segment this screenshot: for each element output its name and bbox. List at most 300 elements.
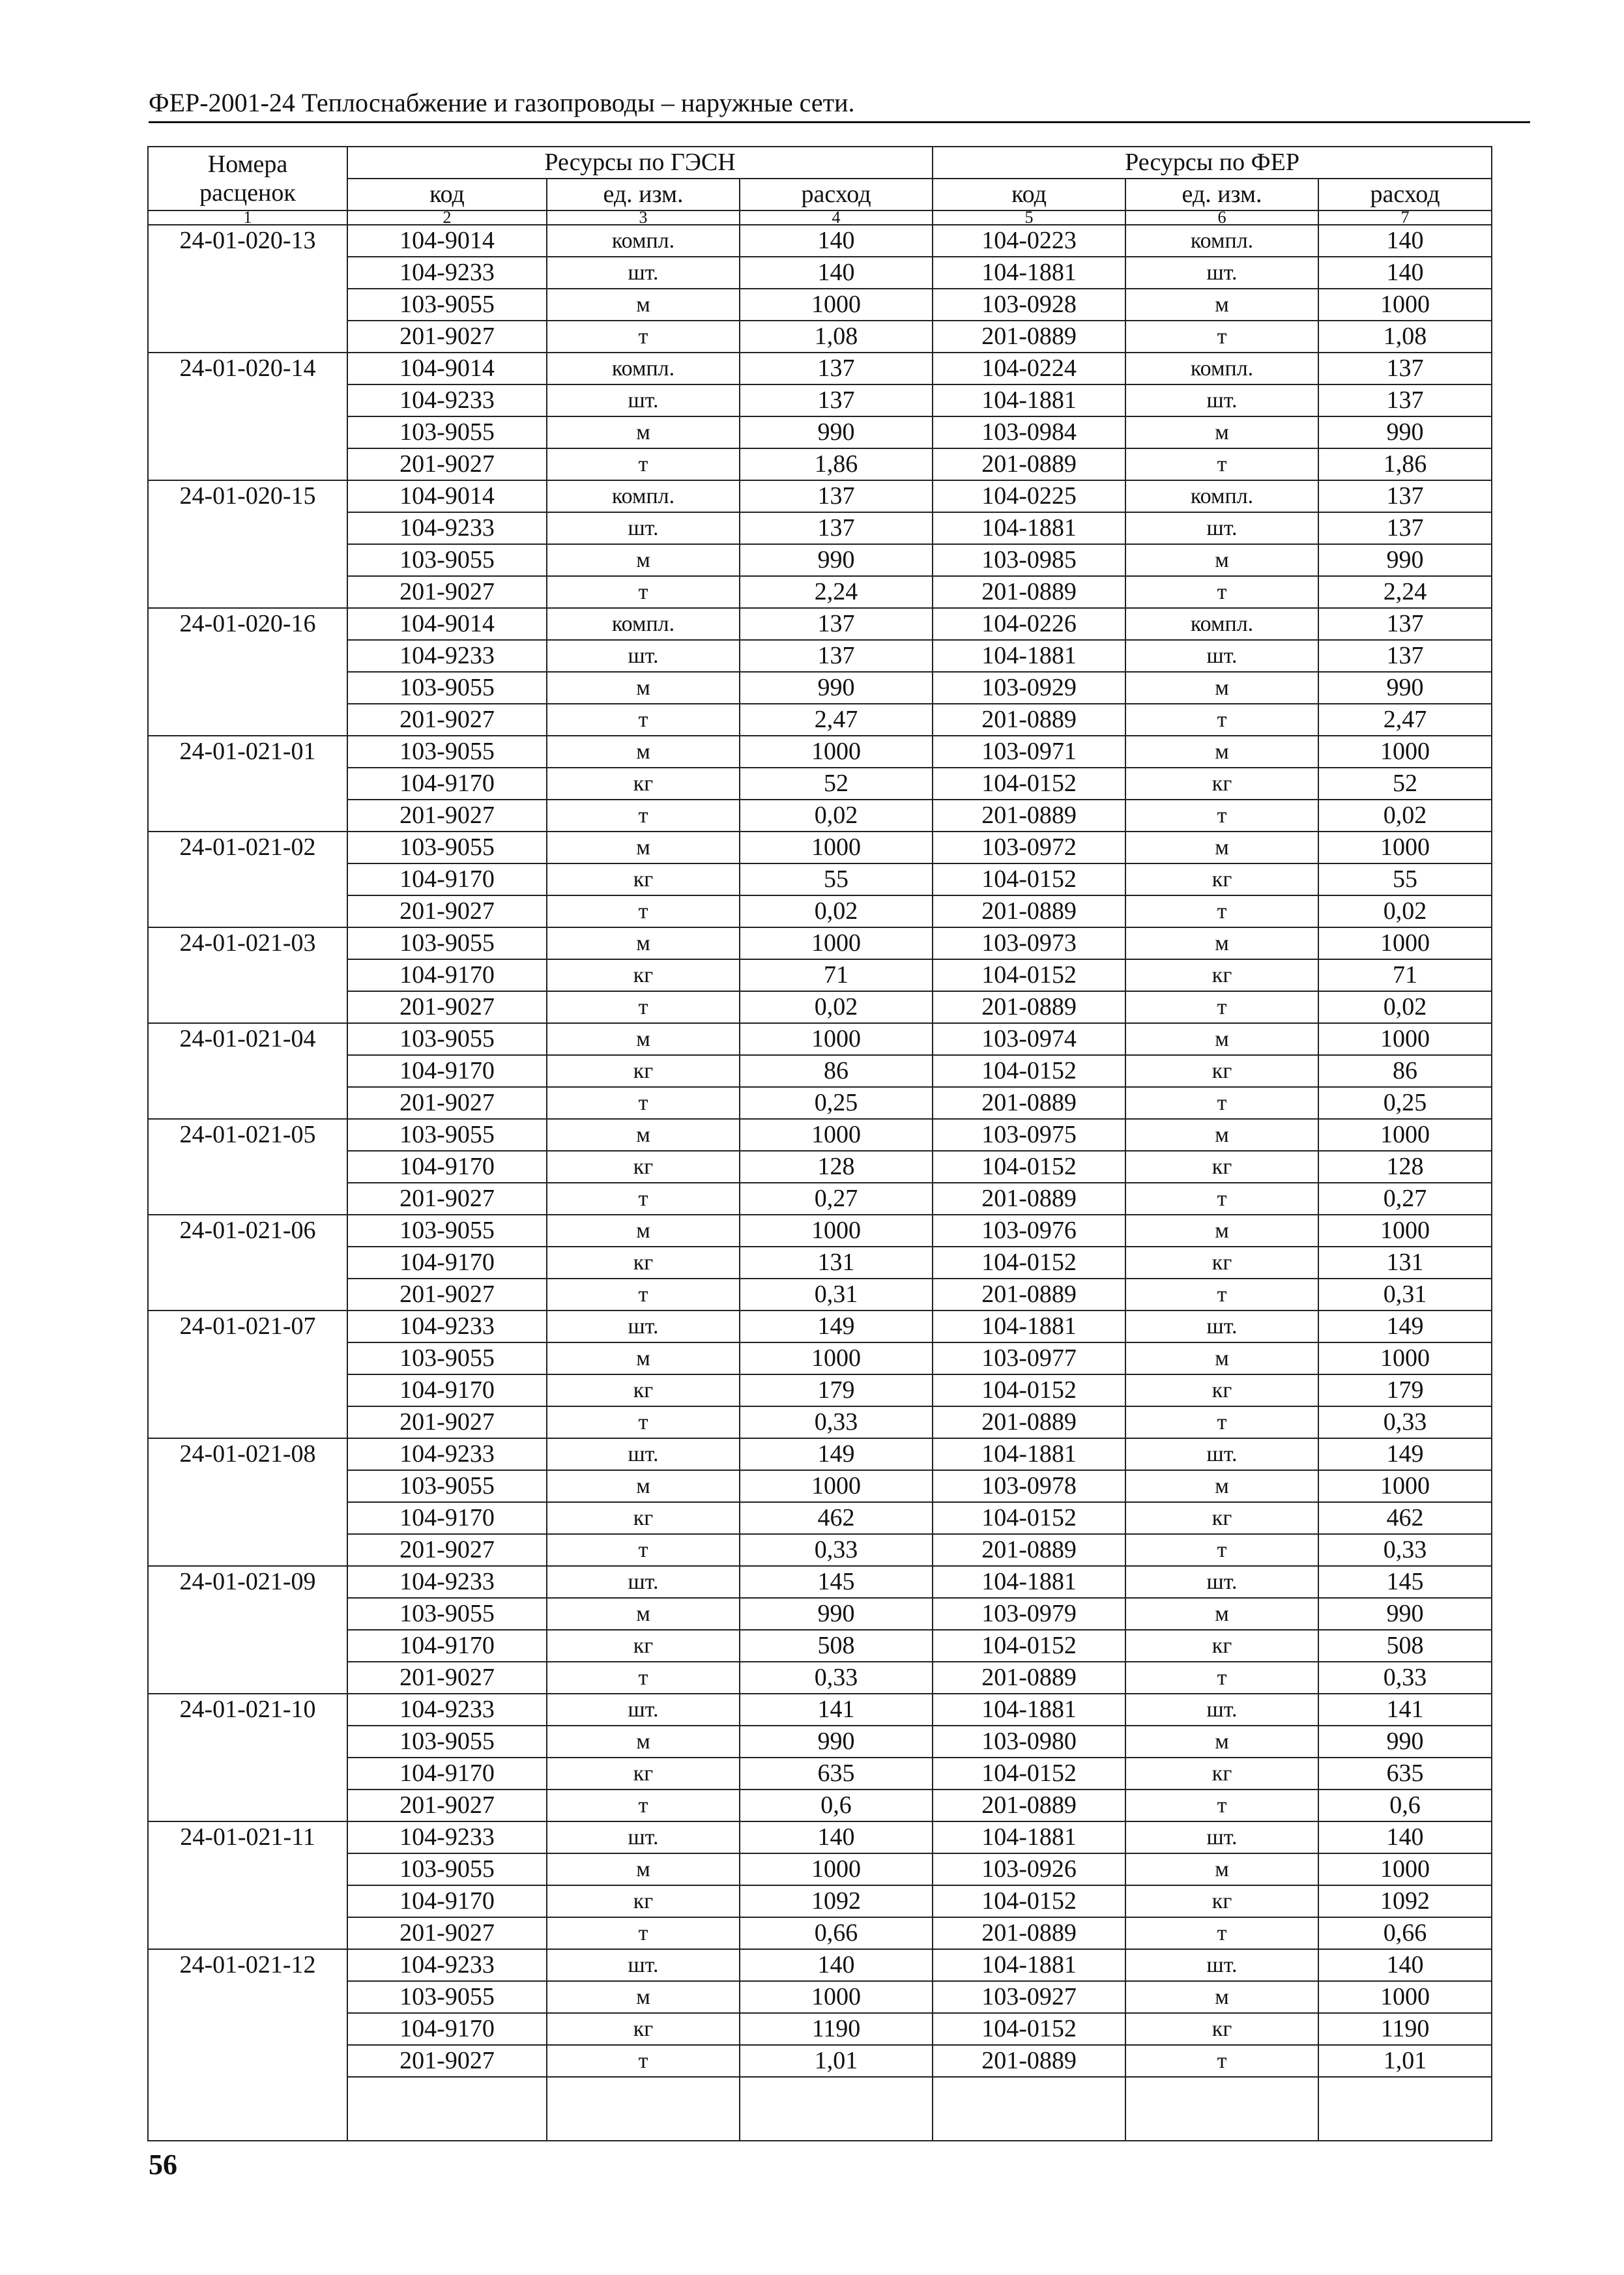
- column-number: 7: [1318, 210, 1492, 225]
- gesn-amount-cell: 990: [740, 544, 933, 576]
- gesn-code-cell: 103-9055: [347, 416, 547, 448]
- table-row: [148, 321, 1492, 353]
- rate-number-cell: 24-01-020-15: [148, 480, 347, 608]
- fer-amount-cell: 2,47: [1318, 704, 1492, 736]
- gesn-unit-cell: м: [547, 1023, 740, 1055]
- gesn-code-cell: 201-9027: [347, 1087, 547, 1119]
- gesn-code-cell: 104-9170: [347, 1502, 547, 1534]
- fer-code-cell: 104-1881: [933, 1949, 1125, 1981]
- gesn-amount-cell: 0,33: [740, 1662, 933, 1694]
- column-number: 4: [740, 210, 933, 225]
- table-row: [148, 225, 1492, 257]
- gesn-amount-cell: 2,47: [740, 704, 933, 736]
- gesn-code-cell: 104-9170: [347, 863, 547, 895]
- fer-amount-cell: 0,66: [1318, 1917, 1492, 1949]
- fer-amount-cell: 71: [1318, 959, 1492, 991]
- rate-numbers-header: [148, 147, 347, 210]
- rate-number-cell: 24-01-021-12: [148, 1949, 347, 2141]
- rate-number-cell: 24-01-020-16: [148, 608, 347, 736]
- gesn-amount-cell: 1000: [740, 927, 933, 959]
- gesn-unit-cell: т: [547, 448, 740, 480]
- gesn-amount-cell: 1000: [740, 832, 933, 863]
- fer-amount-cell: 462: [1318, 1502, 1492, 1534]
- table-row: [148, 1630, 1492, 1662]
- gesn-code-cell: 201-9027: [347, 1534, 547, 1566]
- gesn-amount-cell: 140: [740, 1949, 933, 1981]
- fer-amount-cell: 1000: [1318, 1470, 1492, 1502]
- gesn-code-cell: 103-9055: [347, 1023, 547, 1055]
- gesn-unit-cell: кг: [547, 1758, 740, 1790]
- fer-unit-cell: шт.: [1125, 1821, 1318, 1853]
- fer-amount-cell: 140: [1318, 257, 1492, 289]
- gesn-amount-cell: 1000: [740, 1981, 933, 2013]
- table-row: [148, 1183, 1492, 1215]
- fer-code-cell: 103-0977: [933, 1342, 1125, 1374]
- gesn-code-cell: 201-9027: [347, 1790, 547, 1821]
- fer-code-cell: 104-1881: [933, 1311, 1125, 1342]
- gesn-code-cell: 201-9027: [347, 321, 547, 353]
- table-row: [148, 1853, 1492, 1885]
- fer-amount-cell: 1000: [1318, 832, 1492, 863]
- table-row: [148, 1374, 1492, 1406]
- fer-amount-cell: 0,33: [1318, 1662, 1492, 1694]
- gesn-code-cell: 201-9027: [347, 576, 547, 608]
- gesn-amount-cell: 0,02: [740, 991, 933, 1023]
- gesn-unit-cell: шт.: [547, 1949, 740, 1981]
- table-row: [148, 640, 1492, 672]
- fer-amount-cell: 1000: [1318, 927, 1492, 959]
- fer-code-cell: 104-1881: [933, 257, 1125, 289]
- fer-amount-cell: 0,6: [1318, 1790, 1492, 1821]
- gesn-amount-cell: 179: [740, 1374, 933, 1406]
- fer-code-cell: 104-1881: [933, 640, 1125, 672]
- gesn-code-cell: 201-9027: [347, 991, 547, 1023]
- gesn-code-cell: 104-9014: [347, 608, 547, 640]
- rate-number-cell: 24-01-021-04: [148, 1023, 347, 1119]
- fer-amount-cell: 1000: [1318, 1023, 1492, 1055]
- gesn-code-cell: 104-9170: [347, 768, 547, 800]
- fer-code-cell: 103-0927: [933, 1981, 1125, 2013]
- fer-unit-cell: компл.: [1125, 225, 1318, 257]
- fer-unit-cell: т: [1125, 1087, 1318, 1119]
- gesn-amount-cell: 140: [740, 257, 933, 289]
- gesn-unit-cell: т: [547, 991, 740, 1023]
- gesn-amount-cell: 990: [740, 416, 933, 448]
- fer-code-cell: 103-0971: [933, 736, 1125, 768]
- fer-unit-cell: кг: [1125, 1374, 1318, 1406]
- gesn-unit-cell: т: [547, 1406, 740, 1438]
- fer-amount-cell: 141: [1318, 1694, 1492, 1726]
- table-row: [148, 608, 1492, 640]
- rate-number-cell: 24-01-021-07: [148, 1311, 347, 1438]
- gesn-code-cell: 104-9170: [347, 1374, 547, 1406]
- table-row: [148, 1790, 1492, 1821]
- gesn-amount-cell: 1000: [740, 1023, 933, 1055]
- gesn-unit-cell: компл.: [547, 608, 740, 640]
- fer-code-cell: 104-0224: [933, 353, 1125, 384]
- gesn-amount-cell: 1,01: [740, 2045, 933, 2077]
- fer-code-cell: 104-0225: [933, 480, 1125, 512]
- table-row: [148, 991, 1492, 1023]
- gesn-code-cell: 104-9014: [347, 353, 547, 384]
- gesn-amount-cell: 1000: [740, 1853, 933, 1885]
- table-row: [148, 1023, 1492, 1055]
- fer-code-cell: 104-0152: [933, 1885, 1125, 1917]
- fer-code-cell: 104-1881: [933, 1566, 1125, 1598]
- table-row: [148, 959, 1492, 991]
- rate-number-cell: 24-01-021-01: [148, 736, 347, 832]
- fer-amount-cell: 55: [1318, 863, 1492, 895]
- fer-unit-cell: м: [1125, 1598, 1318, 1630]
- column-number: 2: [347, 210, 547, 225]
- gesn-amount-cell: 71: [740, 959, 933, 991]
- empty-cell: [740, 2077, 933, 2141]
- gesn-amount-cell: 462: [740, 1502, 933, 1534]
- gesn-unit-cell: т: [547, 1917, 740, 1949]
- table-row: [148, 1758, 1492, 1790]
- fer-code-cell: 103-0973: [933, 927, 1125, 959]
- fer-code-cell: 201-0889: [933, 1534, 1125, 1566]
- rate-number-cell: 24-01-021-10: [148, 1694, 347, 1821]
- fer-code-cell: 104-1881: [933, 512, 1125, 544]
- fer-unit-cell: кг: [1125, 959, 1318, 991]
- table-row: [148, 1279, 1492, 1311]
- gesn-unit-cell: т: [547, 1183, 740, 1215]
- fer-amount-cell: 0,02: [1318, 991, 1492, 1023]
- gesn-code-cell: 104-9233: [347, 512, 547, 544]
- table-row: [148, 1406, 1492, 1438]
- gesn-code-cell: 201-9027: [347, 704, 547, 736]
- fer-unit-cell: компл.: [1125, 480, 1318, 512]
- gesn-unit-cell: м: [547, 672, 740, 704]
- table-row: [148, 704, 1492, 736]
- fer-amount-cell: 990: [1318, 544, 1492, 576]
- gesn-resources-header: Ресурсы по ГЭСН: [347, 147, 933, 179]
- table-row: [148, 768, 1492, 800]
- gesn-amount-cell: 635: [740, 1758, 933, 1790]
- gesn-unit-cell: т: [547, 1534, 740, 1566]
- fer-unit-cell: шт.: [1125, 512, 1318, 544]
- fer-unit-cell: т: [1125, 1183, 1318, 1215]
- fer-amount-cell: 137: [1318, 480, 1492, 512]
- fer-unit-cell: т: [1125, 1662, 1318, 1694]
- fer-amount-cell: 140: [1318, 225, 1492, 257]
- fer-code-cell: 104-0226: [933, 608, 1125, 640]
- fer-amount-cell: 140: [1318, 1821, 1492, 1853]
- gesn-code-cell: 201-9027: [347, 1279, 547, 1311]
- gesn-amount-cell: 131: [740, 1247, 933, 1279]
- fer-unit-cell: кг: [1125, 1885, 1318, 1917]
- gesn-code-cell: 104-9170: [347, 1151, 547, 1183]
- table-row: [148, 448, 1492, 480]
- column-number-row: [148, 210, 1492, 225]
- fer-code-cell: 104-0152: [933, 1374, 1125, 1406]
- gesn-code-cell: 104-9233: [347, 1821, 547, 1853]
- gesn-amount-cell: 149: [740, 1438, 933, 1470]
- fer-amount-cell: 137: [1318, 353, 1492, 384]
- table-row: [148, 512, 1492, 544]
- fer-amount-header: расход: [1318, 179, 1492, 210]
- gesn-unit-cell: шт.: [547, 1694, 740, 1726]
- fer-code-cell: 201-0889: [933, 1790, 1125, 1821]
- gesn-code-cell: 104-9233: [347, 640, 547, 672]
- gesn-code-cell: 201-9027: [347, 800, 547, 832]
- fer-code-cell: 103-0929: [933, 672, 1125, 704]
- gesn-unit-cell: м: [547, 1119, 740, 1151]
- gesn-unit-cell: м: [547, 927, 740, 959]
- gesn-unit-cell: шт.: [547, 1438, 740, 1470]
- gesn-code-cell: 103-9055: [347, 289, 547, 321]
- fer-amount-cell: 1000: [1318, 1342, 1492, 1374]
- gesn-code-cell: 104-9170: [347, 1055, 547, 1087]
- gesn-code-cell: 103-9055: [347, 1853, 547, 1885]
- empty-cell: [347, 2077, 547, 2141]
- fer-amount-cell: 1,01: [1318, 2045, 1492, 2077]
- fer-code-cell: 201-0889: [933, 1917, 1125, 1949]
- gesn-unit-cell: шт.: [547, 257, 740, 289]
- fer-code-cell: 201-0889: [933, 1183, 1125, 1215]
- gesn-code-cell: 104-9233: [347, 257, 547, 289]
- gesn-code-cell: 103-9055: [347, 1119, 547, 1151]
- gesn-unit-cell: шт.: [547, 384, 740, 416]
- table-row: [148, 1247, 1492, 1279]
- gesn-code-cell: 201-9027: [347, 448, 547, 480]
- gesn-amount-cell: 137: [740, 512, 933, 544]
- fer-unit-cell: т: [1125, 991, 1318, 1023]
- fer-unit-cell: компл.: [1125, 608, 1318, 640]
- fer-unit-cell: кг: [1125, 863, 1318, 895]
- fer-code-cell: 104-0152: [933, 1630, 1125, 1662]
- fer-amount-cell: 990: [1318, 416, 1492, 448]
- fer-amount-cell: 2,24: [1318, 576, 1492, 608]
- gesn-code-cell: 104-9170: [347, 1630, 547, 1662]
- fer-amount-cell: 137: [1318, 640, 1492, 672]
- table-row: [148, 1662, 1492, 1694]
- fer-code-cell: 201-0889: [933, 800, 1125, 832]
- fer-code-cell: 103-0972: [933, 832, 1125, 863]
- fer-unit-cell: т: [1125, 1917, 1318, 1949]
- fer-unit-cell: шт.: [1125, 640, 1318, 672]
- gesn-code-cell: 103-9055: [347, 1342, 547, 1374]
- fer-amount-cell: 990: [1318, 672, 1492, 704]
- gesn-unit-cell: кг: [547, 1151, 740, 1183]
- fer-resources-header: Ресурсы по ФЕР: [933, 147, 1492, 179]
- table-row: [148, 1981, 1492, 2013]
- gesn-unit-cell: кг: [547, 863, 740, 895]
- gesn-unit-cell: м: [547, 289, 740, 321]
- gesn-unit-cell: шт.: [547, 1566, 740, 1598]
- page-number: 56: [149, 2149, 177, 2181]
- gesn-amount-cell: 52: [740, 768, 933, 800]
- gesn-amount-cell: 0,33: [740, 1406, 933, 1438]
- gesn-code-cell: 104-9170: [347, 1247, 547, 1279]
- rate-number-cell: 24-01-021-05: [148, 1119, 347, 1215]
- fer-code-cell: 103-0985: [933, 544, 1125, 576]
- table-row: [148, 384, 1492, 416]
- fer-code-cell: 104-1881: [933, 1694, 1125, 1726]
- gesn-unit-cell: кг: [547, 2013, 740, 2045]
- gesn-amount-cell: 128: [740, 1151, 933, 1183]
- fer-amount-cell: 137: [1318, 384, 1492, 416]
- fer-unit-cell: м: [1125, 1981, 1318, 2013]
- table-row: [148, 1055, 1492, 1087]
- fer-amount-cell: 149: [1318, 1438, 1492, 1470]
- gesn-unit-cell: т: [547, 321, 740, 353]
- fer-code-cell: 104-0152: [933, 1502, 1125, 1534]
- fer-code-cell: 104-0152: [933, 1247, 1125, 1279]
- table-row: [148, 1470, 1492, 1502]
- fer-code-cell: 104-0152: [933, 959, 1125, 991]
- fer-code-cell: 104-0152: [933, 2013, 1125, 2045]
- gesn-amount-cell: 55: [740, 863, 933, 895]
- empty-cell: [1125, 2077, 1318, 2141]
- table-row: [148, 736, 1492, 768]
- gesn-amount-cell: 1190: [740, 2013, 933, 2045]
- page-header: ФЕР-2001-24 Теплоснабжение и газопроводы – наружные сети.: [149, 87, 1530, 123]
- table-row: [148, 1885, 1492, 1917]
- fer-amount-cell: 131: [1318, 1247, 1492, 1279]
- rate-number-cell: 24-01-021-02: [148, 832, 347, 927]
- fer-unit-cell: м: [1125, 736, 1318, 768]
- gesn-unit-cell: шт.: [547, 1821, 740, 1853]
- fer-amount-cell: 0,27: [1318, 1183, 1492, 1215]
- table-row: [148, 480, 1492, 512]
- fer-code-cell: 104-0152: [933, 1758, 1125, 1790]
- fer-unit-cell: кг: [1125, 1247, 1318, 1279]
- empty-cell: [547, 2077, 740, 2141]
- gesn-code-cell: 103-9055: [347, 1215, 547, 1247]
- fer-unit-cell: т: [1125, 895, 1318, 927]
- gesn-code-cell: 201-9027: [347, 1406, 547, 1438]
- table-row: [148, 800, 1492, 832]
- fer-amount-cell: 1,86: [1318, 448, 1492, 480]
- fer-amount-cell: 86: [1318, 1055, 1492, 1087]
- gesn-unit-cell: кг: [547, 1630, 740, 1662]
- table-row: [148, 672, 1492, 704]
- gesn-amount-cell: 1092: [740, 1885, 933, 1917]
- fer-code-cell: 103-0984: [933, 416, 1125, 448]
- fer-unit-header: ед. изм.: [1125, 179, 1318, 210]
- fer-unit-cell: м: [1125, 672, 1318, 704]
- fer-code-header: код: [933, 179, 1125, 210]
- gesn-code-cell: 104-9233: [347, 1949, 547, 1981]
- fer-code-cell: 103-0978: [933, 1470, 1125, 1502]
- fer-code-cell: 201-0889: [933, 321, 1125, 353]
- fer-unit-cell: т: [1125, 800, 1318, 832]
- gesn-code-cell: 201-9027: [347, 1917, 547, 1949]
- table-row: [148, 1534, 1492, 1566]
- gesn-amount-cell: 1,08: [740, 321, 933, 353]
- table-row: [148, 895, 1492, 927]
- gesn-code-cell: 103-9055: [347, 927, 547, 959]
- gesn-unit-cell: м: [547, 1215, 740, 1247]
- gesn-unit-cell: компл.: [547, 353, 740, 384]
- table-body: [148, 225, 1492, 2141]
- fer-amount-cell: 990: [1318, 1726, 1492, 1758]
- fer-code-cell: 201-0889: [933, 895, 1125, 927]
- gesn-unit-cell: т: [547, 576, 740, 608]
- resource-table: [147, 146, 1492, 2141]
- fer-amount-cell: 0,33: [1318, 1406, 1492, 1438]
- gesn-amount-cell: 86: [740, 1055, 933, 1087]
- gesn-code-cell: 103-9055: [347, 736, 547, 768]
- fer-code-cell: 104-0152: [933, 1055, 1125, 1087]
- fer-unit-cell: кг: [1125, 2013, 1318, 2045]
- table-row: [148, 1151, 1492, 1183]
- gesn-code-cell: 201-9027: [347, 1662, 547, 1694]
- fer-code-cell: 104-0223: [933, 225, 1125, 257]
- gesn-amount-cell: 990: [740, 1598, 933, 1630]
- gesn-amount-cell: 137: [740, 384, 933, 416]
- table-tail-row: [148, 2077, 1492, 2141]
- fer-amount-cell: 990: [1318, 1598, 1492, 1630]
- gesn-unit-cell: компл.: [547, 225, 740, 257]
- gesn-code-cell: 103-9055: [347, 1726, 547, 1758]
- table-row: [148, 1438, 1492, 1470]
- rate-number-cell: 24-01-021-08: [148, 1438, 347, 1566]
- gesn-amount-cell: 1000: [740, 1342, 933, 1374]
- gesn-code-header: код: [347, 179, 547, 210]
- table-row: [148, 1311, 1492, 1342]
- fer-amount-cell: 0,33: [1318, 1534, 1492, 1566]
- fer-amount-cell: 1,08: [1318, 321, 1492, 353]
- fer-unit-cell: шт.: [1125, 1694, 1318, 1726]
- fer-unit-cell: т: [1125, 321, 1318, 353]
- gesn-unit-cell: т: [547, 1662, 740, 1694]
- table-row: [148, 353, 1492, 384]
- fer-amount-cell: 0,25: [1318, 1087, 1492, 1119]
- fer-code-cell: 103-0980: [933, 1726, 1125, 1758]
- gesn-amount-cell: 145: [740, 1566, 933, 1598]
- rate-number-cell: 24-01-021-09: [148, 1566, 347, 1694]
- table-row: [148, 1502, 1492, 1534]
- fer-amount-cell: 0,31: [1318, 1279, 1492, 1311]
- rate-number-cell: 24-01-021-06: [148, 1215, 347, 1311]
- table-row: [148, 1598, 1492, 1630]
- gesn-amount-cell: 990: [740, 1726, 933, 1758]
- empty-cell: [1318, 2077, 1492, 2141]
- gesn-unit-cell: кг: [547, 959, 740, 991]
- fer-amount-cell: 1092: [1318, 1885, 1492, 1917]
- gesn-unit-cell: кг: [547, 1885, 740, 1917]
- fer-code-cell: 201-0889: [933, 1279, 1125, 1311]
- fer-unit-cell: т: [1125, 1279, 1318, 1311]
- table-row: [148, 1566, 1492, 1598]
- gesn-unit-cell: т: [547, 895, 740, 927]
- gesn-unit-cell: кг: [547, 1502, 740, 1534]
- gesn-unit-cell: т: [547, 1790, 740, 1821]
- table-row: [148, 1342, 1492, 1374]
- gesn-unit-cell: шт.: [547, 512, 740, 544]
- gesn-unit-cell: м: [547, 1470, 740, 1502]
- gesn-amount-cell: 0,02: [740, 800, 933, 832]
- fer-unit-cell: т: [1125, 1534, 1318, 1566]
- column-number: 3: [547, 210, 740, 225]
- fer-unit-cell: м: [1125, 1342, 1318, 1374]
- fer-amount-cell: 1000: [1318, 1215, 1492, 1247]
- gesn-code-cell: 104-9233: [347, 384, 547, 416]
- fer-unit-cell: м: [1125, 1023, 1318, 1055]
- gesn-code-cell: 103-9055: [347, 832, 547, 863]
- gesn-amount-cell: 137: [740, 353, 933, 384]
- table-row: [148, 1917, 1492, 1949]
- fer-code-cell: 201-0889: [933, 704, 1125, 736]
- gesn-code-cell: 103-9055: [347, 1470, 547, 1502]
- gesn-unit-cell: м: [547, 736, 740, 768]
- fer-amount-cell: 179: [1318, 1374, 1492, 1406]
- gesn-amount-cell: 0,27: [740, 1183, 933, 1215]
- gesn-amount-cell: 2,24: [740, 576, 933, 608]
